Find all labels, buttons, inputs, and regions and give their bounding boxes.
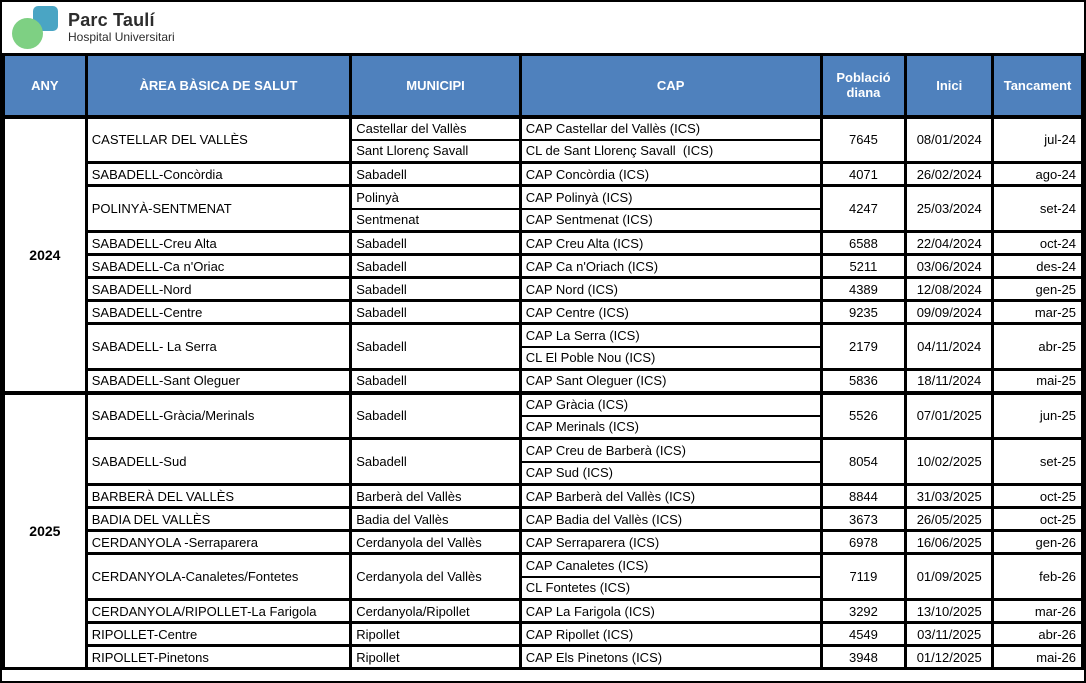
year-cell: 2024 <box>4 117 87 393</box>
poblacio-cell: 6588 <box>821 232 906 255</box>
inici-cell: 31/03/2025 <box>906 485 993 508</box>
abs-cell: RIPOLLET-Centre <box>86 623 350 646</box>
municipi-cell: Sabadell <box>351 393 521 439</box>
tancament-cell: set-24 <box>993 186 1083 232</box>
screening-schedule-table <box>2 53 1084 670</box>
abs-cell: RIPOLLET-Pinetons <box>86 646 350 669</box>
abs-cell: CASTELLAR DEL VALLÈS <box>86 117 350 163</box>
abs-cell: CERDANYOLA/RIPOLLET-La Farigola <box>86 600 350 623</box>
cap-cell: CAP Sentmenat (ICS) <box>520 209 821 232</box>
abs-cell: BARBERÀ DEL VALLÈS <box>86 485 350 508</box>
tancament-cell: set-25 <box>993 439 1083 485</box>
inici-cell: 16/06/2025 <box>906 531 993 554</box>
cap-cell: CAP Nord (ICS) <box>520 278 821 301</box>
table-row <box>4 186 1083 209</box>
table-row <box>4 370 1083 393</box>
municipi-cell: Ripollet <box>351 646 521 669</box>
inici-cell: 03/11/2025 <box>906 623 993 646</box>
inici-cell: 18/11/2024 <box>906 370 993 393</box>
table-row <box>4 554 1083 577</box>
municipi-cell: Sabadell <box>351 278 521 301</box>
table-row <box>4 117 1083 140</box>
poblacio-cell: 8844 <box>821 485 906 508</box>
poblacio-cell: 3948 <box>821 646 906 669</box>
abs-cell: SABADELL-Centre <box>86 301 350 324</box>
municipi-cell: Sabadell <box>351 255 521 278</box>
municipi-cell: Sabadell <box>351 439 521 485</box>
abs-cell: SABADELL-Nord <box>86 278 350 301</box>
inici-cell: 26/02/2024 <box>906 163 993 186</box>
logo-title: Parc Taulí <box>68 10 155 30</box>
header-municipi: MUNICIPI <box>351 55 521 117</box>
tancament-cell: mar-25 <box>993 301 1083 324</box>
header-cap: CAP <box>520 55 821 117</box>
municipi-cell: Cerdanyola/Ripollet <box>351 600 521 623</box>
poblacio-cell: 4549 <box>821 623 906 646</box>
header-tancament: Tancament <box>993 55 1083 117</box>
cap-cell: CAP Creu Alta (ICS) <box>520 232 821 255</box>
municipi-cell: Sabadell <box>351 301 521 324</box>
municipi-cell: Sant Llorenç Savall <box>351 140 521 163</box>
table-row <box>4 623 1083 646</box>
tancament-cell: abr-25 <box>993 324 1083 370</box>
poblacio-cell: 6978 <box>821 531 906 554</box>
table-row <box>4 485 1083 508</box>
cap-cell: CAP La Farigola (ICS) <box>520 600 821 623</box>
inici-cell: 26/05/2025 <box>906 508 993 531</box>
table-row <box>4 646 1083 669</box>
cap-cell: CAP Merinals (ICS) <box>520 416 821 439</box>
logo-band <box>2 2 1084 53</box>
table-row <box>4 531 1083 554</box>
cap-cell: CAP Serraparera (ICS) <box>520 531 821 554</box>
inici-cell: 03/06/2024 <box>906 255 993 278</box>
cap-cell: CL Fontetes (ICS) <box>520 577 821 600</box>
inici-cell: 07/01/2025 <box>906 393 993 439</box>
inici-cell: 01/12/2025 <box>906 646 993 669</box>
table-row <box>4 324 1083 347</box>
cap-cell: CL de Sant Llorenç Savall (ICS) <box>520 140 821 163</box>
inici-cell: 25/03/2024 <box>906 186 993 232</box>
abs-cell: BADIA DEL VALLÈS <box>86 508 350 531</box>
parc-tauli-logo-icon <box>12 6 60 50</box>
inici-cell: 22/04/2024 <box>906 232 993 255</box>
tancament-cell: jun-25 <box>993 393 1083 439</box>
table-row <box>4 301 1083 324</box>
poblacio-cell: 7119 <box>821 554 906 600</box>
table-row <box>4 393 1083 416</box>
cap-cell: CAP Badia del Vallès (ICS) <box>520 508 821 531</box>
abs-cell: SABADELL-Gràcia/Merinals <box>86 393 350 439</box>
inici-cell: 01/09/2025 <box>906 554 993 600</box>
poblacio-cell: 2179 <box>821 324 906 370</box>
municipi-cell: Ripollet <box>351 623 521 646</box>
cap-cell: CAP Sant Oleguer (ICS) <box>520 370 821 393</box>
tancament-cell: des-24 <box>993 255 1083 278</box>
inici-cell: 08/01/2024 <box>906 117 993 163</box>
abs-cell: SABADELL- La Serra <box>86 324 350 370</box>
table-header-row <box>4 55 1083 117</box>
tancament-cell: ago-24 <box>993 163 1083 186</box>
municipi-cell: Castellar del Vallès <box>351 117 521 140</box>
table-row <box>4 232 1083 255</box>
cap-cell: CAP Sud (ICS) <box>520 462 821 485</box>
cap-cell: CAP Canaletes (ICS) <box>520 554 821 577</box>
poblacio-cell: 5836 <box>821 370 906 393</box>
cap-cell: CAP Ripollet (ICS) <box>520 623 821 646</box>
tancament-cell: oct-24 <box>993 232 1083 255</box>
poblacio-cell: 3673 <box>821 508 906 531</box>
municipi-cell: Sabadell <box>351 324 521 370</box>
municipi-cell: Cerdanyola del Vallès <box>351 531 521 554</box>
cap-cell: CAP Barberà del Vallès (ICS) <box>520 485 821 508</box>
tancament-cell: mai-26 <box>993 646 1083 669</box>
poblacio-cell: 9235 <box>821 301 906 324</box>
logo-subtitle: Hospital Universitari <box>68 29 175 44</box>
inici-cell: 10/02/2025 <box>906 439 993 485</box>
municipi-cell: Barberà del Vallès <box>351 485 521 508</box>
tancament-cell: mai-25 <box>993 370 1083 393</box>
logo-circle-shape <box>12 18 43 49</box>
abs-cell: SABADELL-Concòrdia <box>86 163 350 186</box>
poblacio-cell: 4071 <box>821 163 906 186</box>
abs-cell: SABADELL-Sud <box>86 439 350 485</box>
table-row <box>4 600 1083 623</box>
cap-cell: CAP Ca n'Oriach (ICS) <box>520 255 821 278</box>
cap-cell: CAP Gràcia (ICS) <box>520 393 821 416</box>
abs-cell: SABADELL-Sant Oleguer <box>86 370 350 393</box>
tancament-cell: gen-25 <box>993 278 1083 301</box>
municipi-cell: Sentmenat <box>351 209 521 232</box>
abs-cell: CERDANYOLA -Serraparera <box>86 531 350 554</box>
cap-cell: CAP Els Pinetons (ICS) <box>520 646 821 669</box>
header-area-basica-salut: ÀREA BÀSICA DE SALUT <box>86 55 350 117</box>
municipi-cell: Badia del Vallès <box>351 508 521 531</box>
municipi-cell: Polinyà <box>351 186 521 209</box>
poblacio-cell: 7645 <box>821 117 906 163</box>
table-row <box>4 278 1083 301</box>
cap-cell: CAP Polinyà (ICS) <box>520 186 821 209</box>
municipi-cell: Sabadell <box>351 370 521 393</box>
abs-cell: SABADELL-Ca n'Oriac <box>86 255 350 278</box>
tancament-cell: feb-26 <box>993 554 1083 600</box>
municipi-cell: Sabadell <box>351 232 521 255</box>
inici-cell: 04/11/2024 <box>906 324 993 370</box>
abs-cell: POLINYÀ-SENTMENAT <box>86 186 350 232</box>
header-poblacio-diana: Població diana <box>821 55 906 117</box>
inici-cell: 12/08/2024 <box>906 278 993 301</box>
header-inici: Inici <box>906 55 993 117</box>
poblacio-cell: 5211 <box>821 255 906 278</box>
poblacio-cell: 3292 <box>821 600 906 623</box>
cap-cell: CAP Creu de Barberà (ICS) <box>520 439 821 462</box>
header-any: ANY <box>4 55 87 117</box>
abs-cell: SABADELL-Creu Alta <box>86 232 350 255</box>
table-row <box>4 439 1083 462</box>
cap-cell: CAP Centre (ICS) <box>520 301 821 324</box>
tancament-cell: abr-26 <box>993 623 1083 646</box>
tancament-cell: jul-24 <box>993 117 1083 163</box>
municipi-cell: Sabadell <box>351 163 521 186</box>
tancament-cell: oct-25 <box>993 485 1083 508</box>
abs-cell: CERDANYOLA-Canaletes/Fontetes <box>86 554 350 600</box>
municipi-cell: Cerdanyola del Vallès <box>351 554 521 600</box>
inici-cell: 13/10/2025 <box>906 600 993 623</box>
tancament-cell: mar-26 <box>993 600 1083 623</box>
poblacio-cell: 4247 <box>821 186 906 232</box>
table-row <box>4 163 1083 186</box>
table-row <box>4 255 1083 278</box>
poblacio-cell: 5526 <box>821 393 906 439</box>
tancament-cell: gen-26 <box>993 531 1083 554</box>
table-row <box>4 508 1083 531</box>
cap-cell: CAP La Serra (ICS) <box>520 324 821 347</box>
tancament-cell: oct-25 <box>993 508 1083 531</box>
cap-cell: CAP Castellar del Vallès (ICS) <box>520 117 821 140</box>
poblacio-cell: 4389 <box>821 278 906 301</box>
logo-text <box>68 11 175 44</box>
poblacio-cell: 8054 <box>821 439 906 485</box>
cap-cell: CL El Poble Nou (ICS) <box>520 347 821 370</box>
inici-cell: 09/09/2024 <box>906 301 993 324</box>
cap-cell: CAP Concòrdia (ICS) <box>520 163 821 186</box>
year-cell: 2025 <box>4 393 87 669</box>
